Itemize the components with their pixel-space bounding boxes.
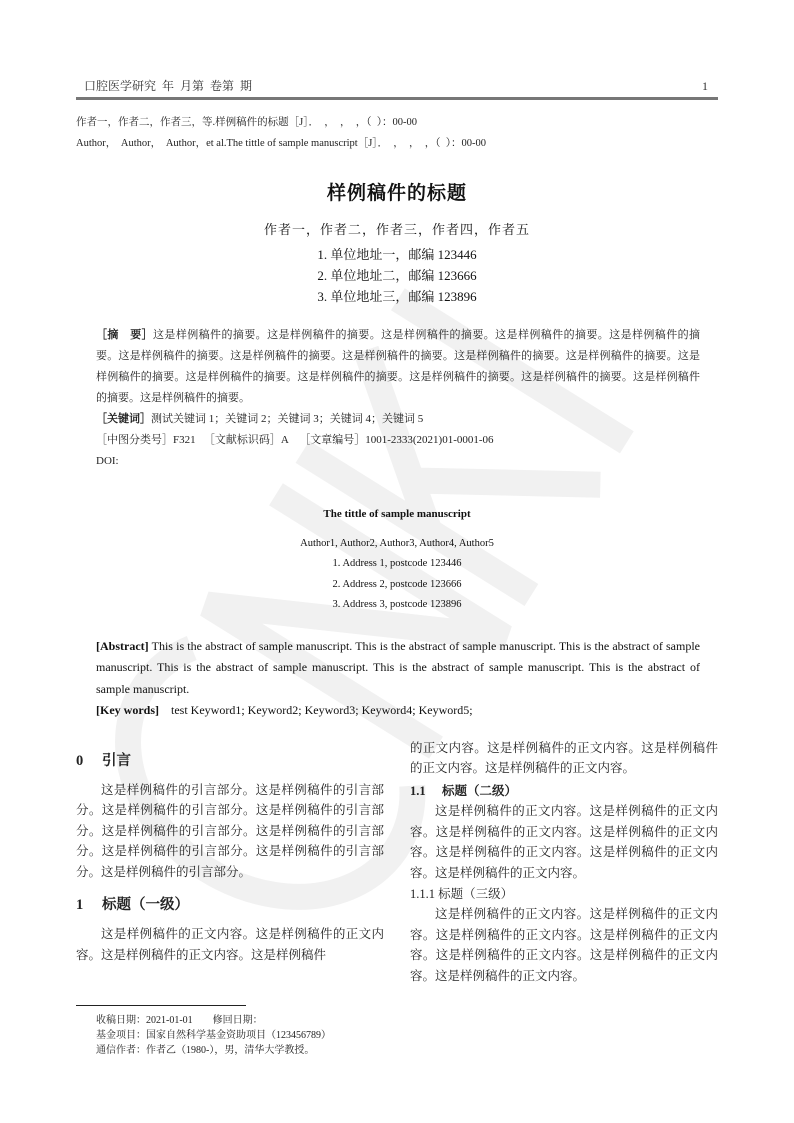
authors-zh: 作者一，作者二，作者三，作者四，作者五 [263, 222, 530, 237]
footnote-fund: 基金项目：国家自然科学基金资助项目（123456789） [96, 1029, 331, 1041]
keywords-en-text: test Keyword1; Keyword2; Keyword3; Keyword4; Keyword5; [171, 703, 473, 717]
body-paragraph-continued: 的正文内容。这是样例稿件的正文内容。这是样例稿件的正文内容。这是样例稿件的正文内容。 [410, 740, 718, 776]
clc-value: F321 [173, 434, 196, 446]
section-title: 标题（三级） [438, 886, 514, 901]
abstract-zh-text: 这是样例稿件的摘要。这是样例稿件的摘要。这是样例稿件的摘要。这是样例稿件的摘要。这是样例稿件的摘要。这是样例稿件的摘要。这是样例稿件的摘要。这是样例稿件的摘要。这是样例稿件的摘要。这是样例稿件的摘要。这是样例稿件的摘要。这是样例稿件的摘要。这是样例稿件的摘要。这是样例稿件的摘要。这是样例稿件的摘要。这是样例稿件的摘要。这是样例稿件的摘要。 [96, 329, 701, 404]
clc-label: ［中图分类号］ [96, 434, 173, 446]
section-number: 1 [76, 897, 84, 914]
affiliation-zh-2: 2. 单位地址二，邮编 123666 [317, 268, 477, 283]
keywords-zh [96, 409, 700, 430]
title-zh: 样例稿件的标题 [326, 182, 467, 204]
section-number: 1.1.1 [410, 886, 435, 901]
doc-code-label: ［文献标识码］ [203, 434, 281, 446]
citation-en: Author， Author， Author，et al.The tittle of sample manuscript［J］． ， ， ，（ ）：00-00 [76, 138, 487, 149]
doi-label: DOI: [96, 455, 119, 467]
body-paragraph: 这是样例稿件的正文内容。这是样例稿件的正文内容。这是样例稿件的正文内容。这是样例稿件的正文内容。这是样例稿件的正文内容。这是样例稿件的正文内容。这是样例稿件的正文内容。 [410, 804, 718, 881]
section-heading-1-1 [410, 781, 718, 802]
body-paragraph: 这是样例稿件的正文内容。这是样例稿件的正文内容。这是样例稿件的正文内容。这是样例稿件的正文内容。这是样例稿件的正文内容。这是样例稿件的正文内容。这是样例稿件的正文内容。 [410, 907, 718, 984]
section-title: 标题（一级） [102, 897, 189, 914]
section-heading-0 [76, 751, 384, 771]
front-matter-zh [76, 325, 718, 472]
running-header-journal: 口腔医学研究 年 月第 卷第 期 [84, 79, 253, 93]
footnote-received: 收稿日期：2021-01-01 修回日期： [96, 1014, 263, 1026]
section-title: 标题（二级） [442, 782, 518, 798]
intro-paragraph: 这是样例稿件的引言部分。这是样例稿件的引言部分。这是样例稿件的引言部分。这是样例稿件的引言部分。这是样例稿件的引言部分。这是样例稿件的引言部分。这是样例稿件的引言部分。这是样例稿件的引言部分。这是样例稿件的引言部分。 [76, 782, 384, 879]
page-number: 1 [702, 79, 708, 93]
section-heading-1-1-1 [410, 884, 718, 905]
section-title: 引言 [102, 752, 131, 769]
article-no-value: 1001-2333(2021)01-0001-06 [365, 434, 494, 446]
affiliation-en-1: 1. Address 1, postcode 123446 [332, 558, 462, 569]
keywords-zh-text: 测试关键词 1；关键词 2；关键词 3；关键词 4；关键词 5 [151, 413, 424, 425]
abstract-en-label: [Abstract] [96, 638, 149, 653]
header-rule [76, 97, 718, 100]
footnote-rule [76, 1005, 246, 1006]
title-en: The tittle of sample manuscript [323, 508, 471, 520]
section-number: 1.1 [410, 783, 426, 798]
affiliation-en-2: 2. Address 2, postcode 123666 [332, 578, 462, 590]
footnote-correspondence: 通信作者：作者乙（1980-），男，清华大学教授。 [96, 1044, 315, 1056]
body-right-column [410, 738, 718, 987]
keywords-en [96, 700, 700, 722]
doc-code-value: A [280, 434, 289, 446]
body-columns [76, 738, 718, 987]
body-paragraph: 这是样例稿件的正文内容。这是样例稿件的正文内容。这是样例稿件的正文内容。这是样例稿件 [76, 927, 384, 963]
front-matter-en [76, 636, 718, 722]
classification-line [96, 430, 700, 451]
abstract-zh [96, 325, 700, 409]
authors-en: Author1, Author2, Author3, Author4, Author5 [300, 538, 494, 549]
affiliation-zh-3: 3. 单位地址三，邮编 123896 [317, 289, 477, 304]
section-number: 0 [76, 752, 84, 769]
footnotes [76, 1005, 718, 1058]
section-heading-1 [76, 895, 384, 915]
body-left-column [76, 751, 384, 966]
article-no-label: ［文章编号］ [299, 434, 366, 446]
abstract-en-text: This is the abstract of sample manuscript. This is the abstract of sample manuscript. This is the abstract of sample manuscript. This is the abstract of sample manuscript. This is the abstract of sample manuscript. This is the abstract of sample manuscript. [96, 638, 700, 696]
affiliation-zh-1: 1. 单位地址一，邮编 123446 [317, 247, 477, 262]
keywords-en-label: [Key words] [96, 703, 159, 717]
abstract-en [96, 636, 700, 701]
affiliation-en-3: 3. Address 3, postcode 123896 [332, 599, 462, 610]
citation-zh: 作者一，作者二，作者三，等.样例稿件的标题［J］． ， ， ，（ ）：00-00 [76, 117, 417, 128]
keywords-zh-label: ［关键词］ [96, 413, 151, 425]
abstract-zh-label: ［摘 要］ [96, 329, 154, 341]
running-header [76, 78, 718, 94]
